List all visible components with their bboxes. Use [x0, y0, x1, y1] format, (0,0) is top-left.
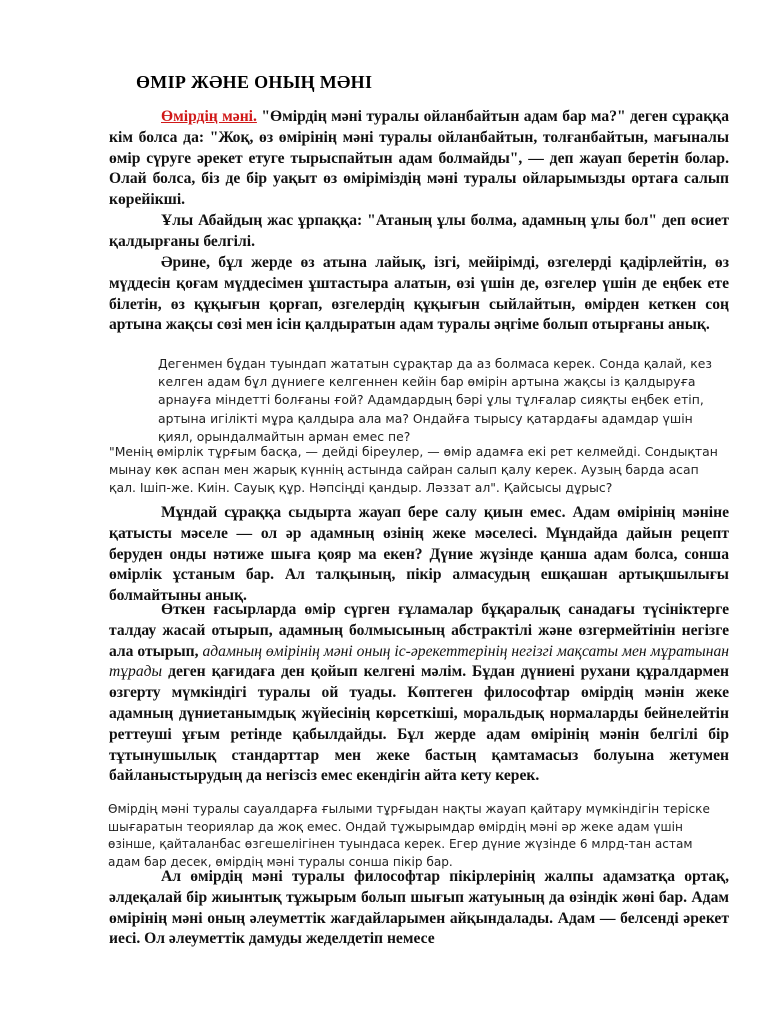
paragraph-virtues: Әрине, бұл жерде өз атына лайық, ізгі, мейірімді, өзгелерді қадірлейтін, өз мүддесін қоғам мүддесімен ұштастыра алатын, өзі үшін де, өзгелер үшін де еңбек ете білетін, өз құқығын қорғап, өзгелердің құқығын сыйлайтын, өмірден кеткен соң артына жақсы сөзі мен ісін қалдыратын адам туралы әңгіме болып отырғаны анық. — [109, 254, 729, 334]
paragraph-social: Ал өмірдің мәні туралы философтар пікірлерінің жалпы адамзатқа ортақ, әлдеқалай бір жиынтық тұжырым болып шығып жатуының да өзіндік жөні бар. Адам өмірінің мәні оның әлеуметтік жағдайларымен айқындалады. Адам — белсенді әрекет иесі. Ол әлеуметтік дамуды жеделдетіп немесе — [109, 868, 729, 948]
paragraph-philosophers-a: Өткен ғасырларда өмір сүрген ғұламалар бұқаралық санадағы түсініктерге талдау жасай отырып, адамның болмысының абстрактілі және өзгермейтінін негізге ала отырып, — [109, 601, 729, 660]
paragraph-abai: Ұлы Абайдың жас ұрпаққа: "Атаның ұлы болма, адамның ұлы бол" деп өсиет қалдырғаны белгілі. — [109, 212, 729, 250]
quote-theories: Өмірдің мәні туралы сауалдарға ғылыми тұрғыдан нақты жауап қайтару мүмкіндігін теріске шығаратын теориялар да жоқ емес. Ондай тұжырымдар өмірдің мәні әр жеке адам үшін өзінше, қайталанбас өзгешелігінен туындаса керек. Егер дүние жүзінде 6 млрд-тан астам адам бар десек, өмірдің мәні туралы сонша пікір бар. — [108, 802, 710, 870]
paragraph-intro-text: "Өмірдің мәні туралы ойланбайтын адам бар ма?" деген сұраққа кім болса да: "Жоқ, өз өмірінің мәні туралы ойланбайтын, толғанбайтын, мағыналы өмір сүруге әрекет етуге тырыспайтын адам болмайды", — деп жауап беретін болар. Олай болса, біз де бір уақыт өз өміріміздің мәні туралы ойларымызды ортаға салып көрейікші. — [109, 108, 729, 209]
page-title: ӨМІР ЖӘНЕ ОНЫҢ МӘНІ — [136, 72, 373, 92]
paragraph-philosophers-b: деген қағидаға ден қойып келгені мәлім. Бұдан дүниені рухани құралдармен өзгерту мүмкіндігі туралы ой туады. Көптеген философтар өмірдің мәнін жеке адамның дүниетанымдық жүйесінің көрсеткіші, моральдық нормаларды бейнелейтін реттеуші ұғым ретінде қабылдайды. Бұл жерде адам өмірінің мәнін белгілі бір тұтынушылық стандарттар мен жеке бастың қамтамасыз болуына жетумен байланыстырудың да негізсіз емес екендігін айта кету керек. — [109, 663, 729, 785]
quote-hedonism: "Менің өмірлік тұрғым басқа, — дейді біреулер, — өмір адамға екі рет келмейді. Сондықтан мынау көк аспан мен жарық күннің астында сайран салып қалу керек. Аузың барда асап қал. Ішіп-же. Киін. Сауық құр. Нәпсіңді қандыр. Ләззат ал". Қайсысы дұрыс? — [109, 444, 718, 496]
paragraph-answer: Мұндай сұраққа сыдырта жауап бере салу қиын емес. Адам өмірінің мәніне қатысты мәселе — ол әр адамның өзінің жеке мәселесі. Мұндайда дайын рецепт беруден онды нәтиже шыға қояр ма екен? Дүние жүзінде қанша адам болса, сонша өмірлік ұстаным бар. Ал талқының, пікір алмасудың ешқашан артықшылығы болмайтыны анық. — [109, 504, 729, 605]
quote-questions: Дегенмен бұдан туындап жататын сұрақтар да аз болмаса керек. Сонда қалай, кез келген адам бұл дүниеге келгеннен кейін бар өмірін артына жақсы із қалдыруға арнауға міндетті болғаны ғой? Адамдардың бәрі ұлы тұлғалар сияқты еңбек етіп, артына игілікті мұра қалдыра ала ма? Ондайға тырысу қатардағы адамдар үшін қиял, орындалмайтын арман емес пе? — [158, 356, 712, 444]
paragraph-intro — [109, 107, 729, 211]
italic-thesis: адамның өмірінің мәні оның іс-әрекеттерінің негізгі мақсаты мен мұратынан тұрады — [109, 642, 729, 681]
section-lead-label: Өмірдің мәні. — [161, 108, 257, 125]
paragraph-philosophers — [109, 600, 729, 787]
